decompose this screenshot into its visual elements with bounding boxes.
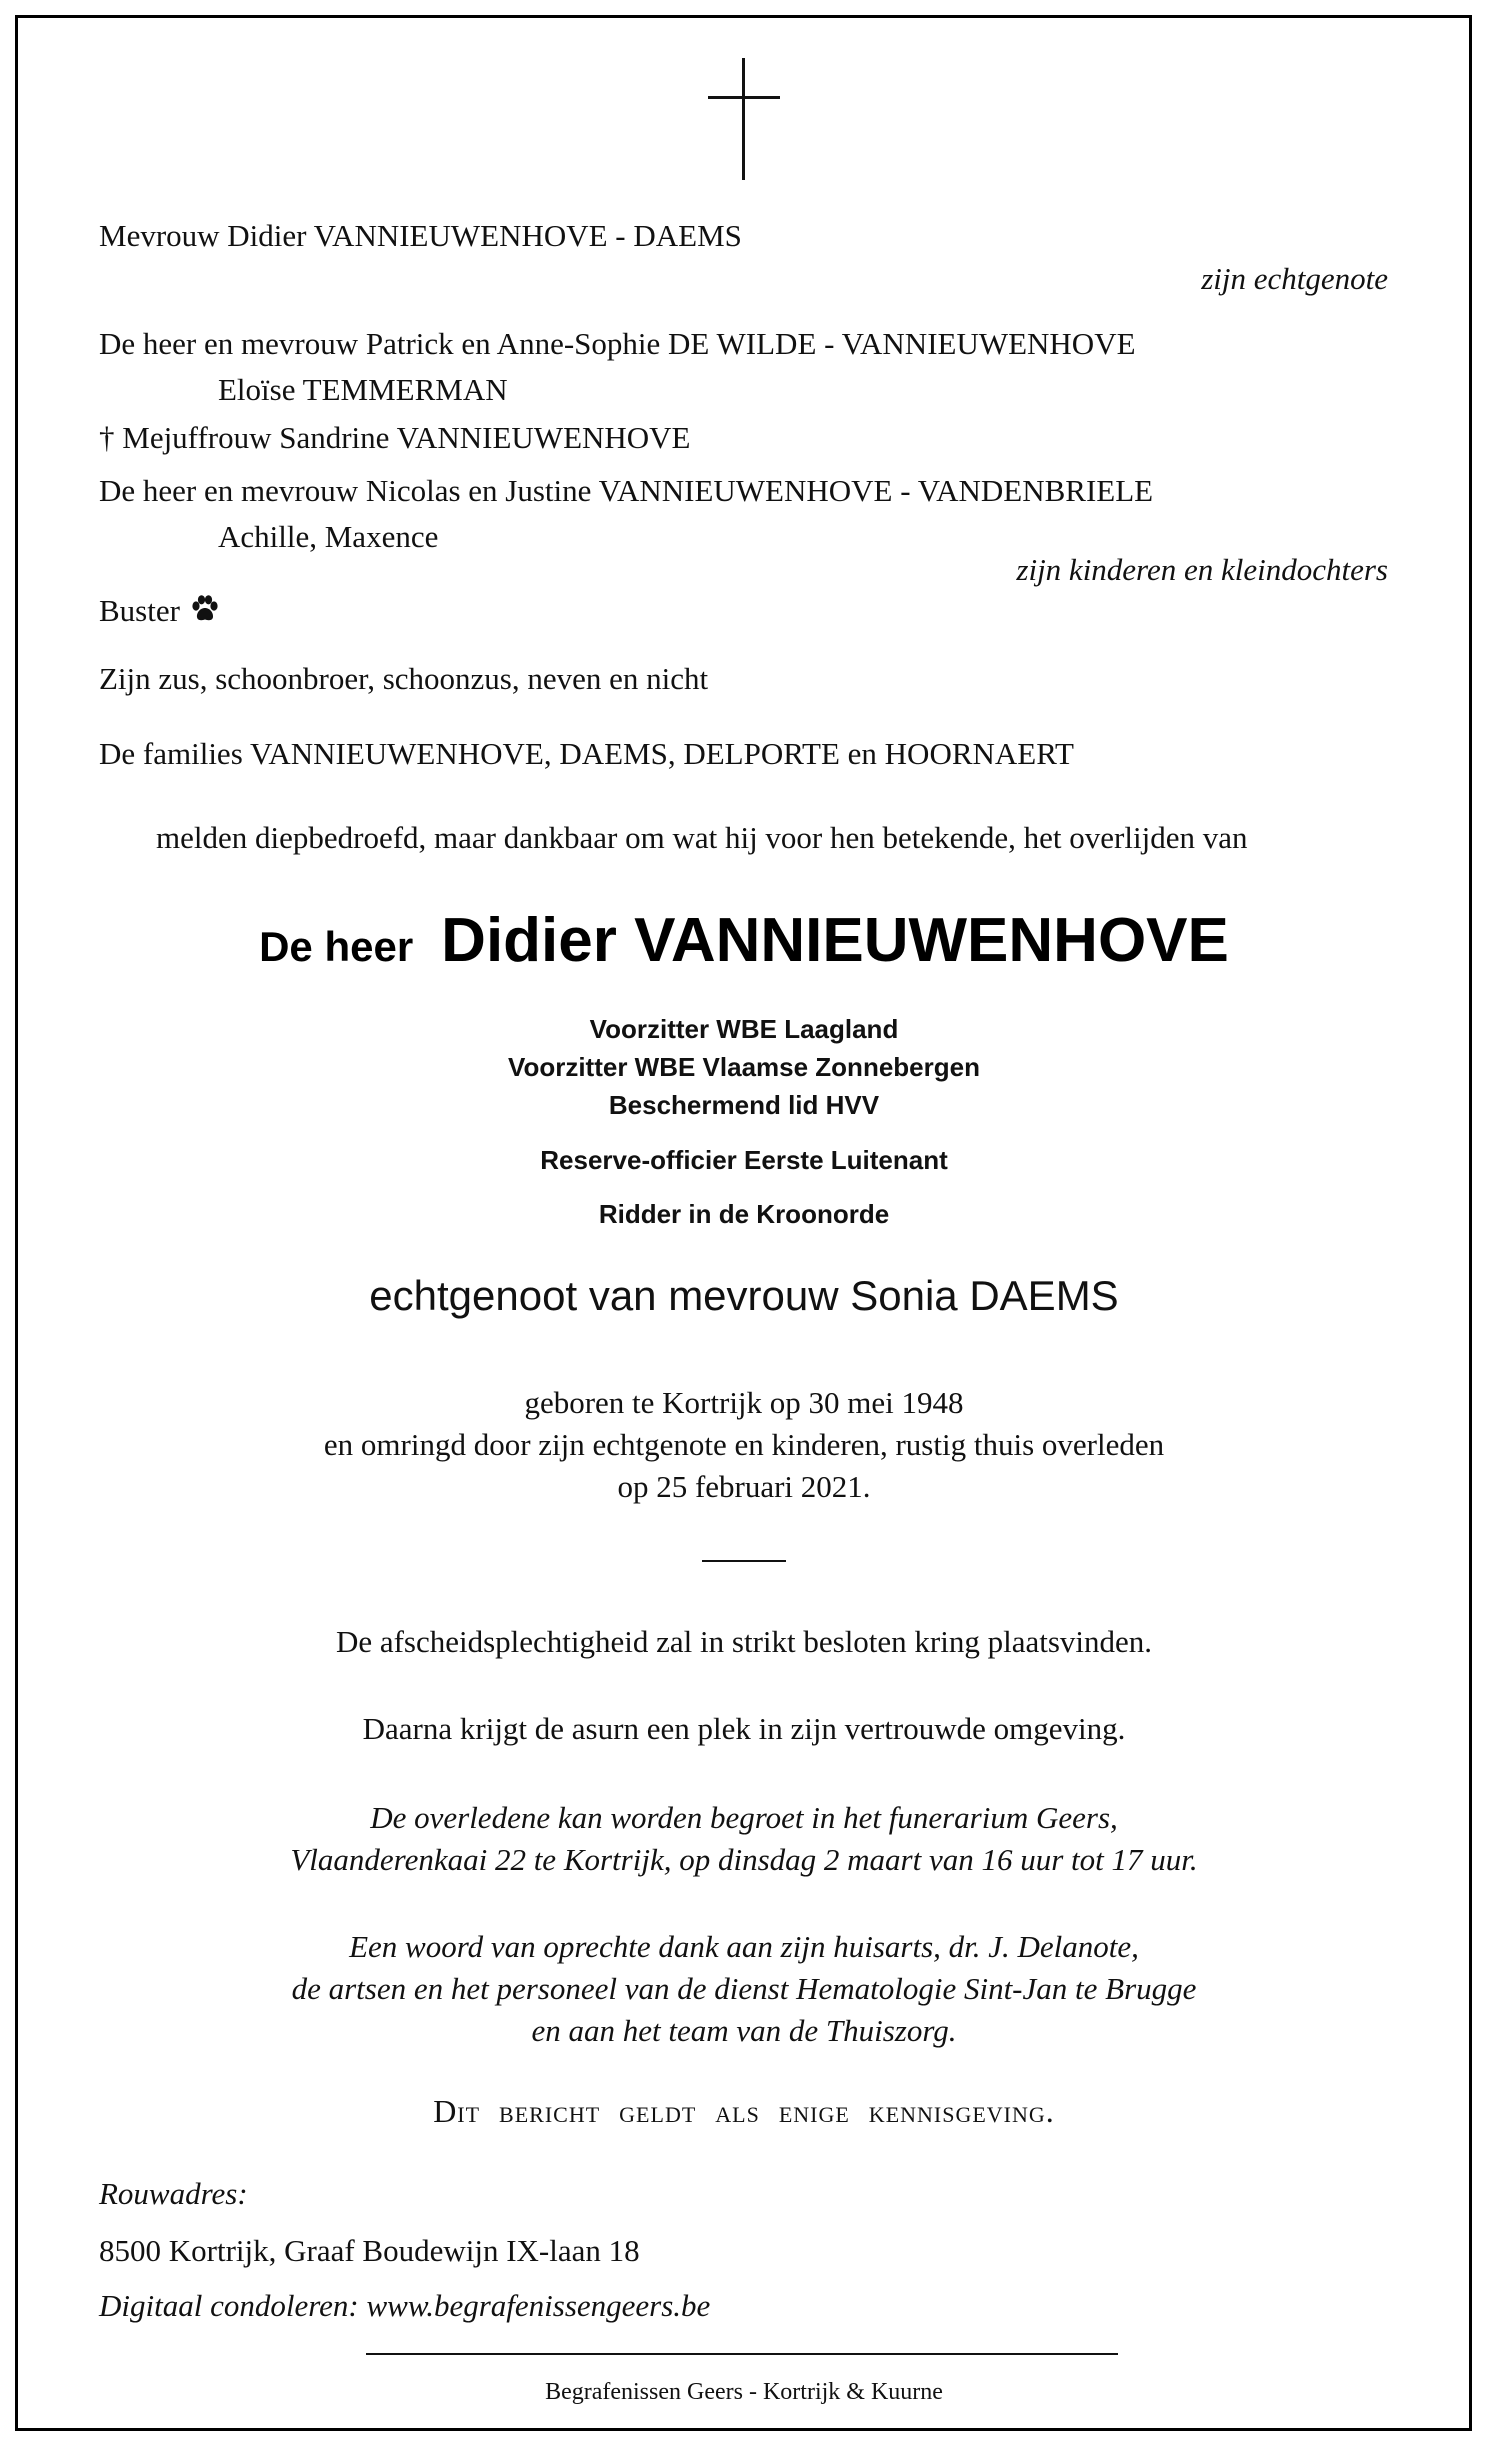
- visit-line-1: De overledene kan worden begroet in het funerarium Geers,: [370, 1800, 1118, 1835]
- thanks-line-1: Een woord van oprechte dank aan zijn huisarts, dr. J. Delanote,: [349, 1929, 1139, 1964]
- child1-kids: Eloïse TEMMERMAN: [218, 372, 508, 407]
- condolence-line: Digitaal condoleren: www.begrafenissengeers.be: [99, 2288, 711, 2323]
- footer-line: Begrafenissen Geers - Kortrijk & Kuurne: [545, 2379, 943, 2405]
- divider-short: [702, 1560, 786, 1562]
- pet-name: Buster: [99, 593, 180, 628]
- urn-line: Daarna krijgt de asurn een plek in zijn vertrouwde omgeving.: [362, 1711, 1126, 1746]
- visit-line-2: Vlaanderenkaai 22 te Kortrijk, op dinsdag 2 maart van 16 uur tot 17 uur.: [290, 1842, 1198, 1877]
- died-date-line: op 25 februari 2021.: [617, 1469, 871, 1504]
- deceased-name: Didier VANNIEUWENHOVE: [441, 906, 1229, 975]
- thanks-line-3: en aan het team van de Thuiszorg.: [531, 2013, 957, 2048]
- honor-line: Ridder in de Kroonorde: [598, 1199, 890, 1229]
- born-line: geboren te Kortrijk op 30 mei 1948: [524, 1385, 964, 1420]
- widow-role: zijn echtgenote: [1201, 261, 1388, 296]
- deceased-heading: [0, 905, 1488, 976]
- child3-kids: Achille, Maxence: [218, 519, 439, 554]
- siblings-line: Zijn zus, schoonbroer, schoonzus, neven en nicht: [99, 661, 709, 696]
- deceased-title: De heer: [259, 923, 414, 970]
- farewell-line: De afscheidsplechtigheid zal in strikt besloten kring plaatsvinden.: [335, 1624, 1153, 1659]
- child2-line: † Mejuffrouw Sandrine VANNIEUWENHOVE: [99, 420, 691, 455]
- divider-long: [366, 2353, 1118, 2355]
- child1-line: De heer en mevrouw Patrick en Anne-Sophie DE WILDE - VANNIEUWENHOVE: [99, 326, 1136, 361]
- pet-line: [99, 593, 220, 631]
- function-3: Beschermend lid HVV: [608, 1090, 880, 1120]
- spouse-line: echtgenoot van mevrouw Sonia DAEMS: [369, 1272, 1119, 1319]
- children-role: zijn kinderen en kleindochters: [1016, 552, 1388, 587]
- rank-line: Reserve-officier Eerste Luitenant: [540, 1145, 948, 1175]
- families-line: De families VANNIEUWENHOVE, DAEMS, DELPORTE en HOORNAERT: [99, 736, 1074, 771]
- died-line: en omringd door zijn echtgenote en kinderen, rustig thuis overleden: [323, 1427, 1165, 1462]
- function-2: Voorzitter WBE Vlaamse Zonnebergen: [508, 1052, 980, 1082]
- thanks-line-2: de artsen en het personeel van de dienst Hematologie Sint-Jan te Brugge: [291, 1971, 1197, 2006]
- address-label: Rouwadres:: [99, 2176, 248, 2211]
- announcement-line: melden diepbedroefd, maar dankbaar om wat hij voor hen betekende, het overlijden van: [156, 820, 1248, 855]
- paw-icon: [190, 595, 220, 631]
- address-line: 8500 Kortrijk, Graaf Boudewijn IX-laan 18: [99, 2233, 640, 2268]
- child3-line: De heer en mevrouw Nicolas en Justine VANNIEUWENHOVE - VANDENBRIELE: [99, 473, 1154, 508]
- function-1: Voorzitter WBE Laagland: [589, 1014, 899, 1044]
- notice-line: Dit bericht geldt als enige kennisgeving.: [433, 2093, 1055, 2129]
- widow-line: Mevrouw Didier VANNIEUWENHOVE - DAEMS: [99, 218, 742, 253]
